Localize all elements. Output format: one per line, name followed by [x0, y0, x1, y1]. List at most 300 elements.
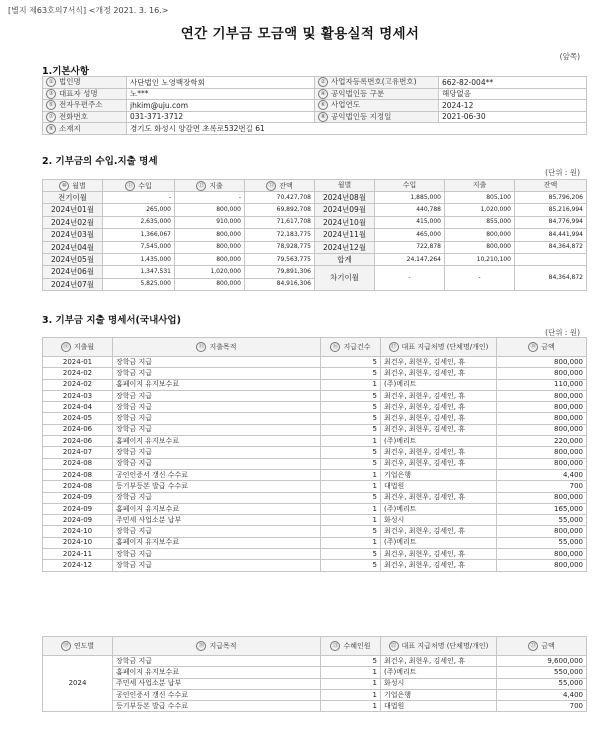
payee-cell: (주)메리트 — [381, 667, 497, 678]
expense-row — [43, 549, 587, 560]
field-number-circle: ⑧ — [318, 112, 328, 122]
field-number-circle: ③ — [46, 89, 56, 99]
section-basic-info-heading: 1.기본사항 — [42, 66, 89, 77]
field-number-circle: ② — [318, 77, 328, 87]
count-cell: 1 — [321, 469, 381, 480]
field-number-circle: ⑤ — [46, 100, 56, 110]
balance-cell: 84,441,994 — [515, 229, 587, 241]
balance-cell: 84,776,994 — [515, 216, 587, 228]
expense-row — [43, 436, 587, 447]
month-cell: 2024-11 — [43, 549, 113, 560]
balance-cell: 84,916,306 — [245, 278, 315, 290]
expense-cell: 800,000 — [175, 229, 245, 241]
expense-row — [43, 481, 587, 492]
count-cell: 5 — [321, 560, 381, 571]
payee-cell: 기업은행 — [381, 689, 497, 700]
count-cell: 1 — [321, 678, 381, 689]
purpose-cell: 홈페이지 유지보수료 — [113, 667, 321, 678]
expense-cell: 800,000 — [175, 241, 245, 253]
amount-cell: 220,000 — [497, 436, 587, 447]
basic-info-table — [42, 76, 587, 135]
month-cell: 2024-01 — [43, 357, 113, 368]
month-cell: 2024-05 — [43, 413, 113, 424]
basic-info-row-address — [43, 123, 587, 135]
payee-cell: 최건우, 최현우, 김세인, 휴 — [381, 549, 497, 560]
field-number-circle: ⑥ — [318, 100, 328, 110]
month-cell: 2024-09 — [43, 515, 113, 526]
column-header-text: 수입 — [138, 181, 152, 190]
field-label-text: 대표자 성명 — [59, 88, 98, 98]
expense-row — [43, 469, 587, 480]
count-cell: 5 — [321, 526, 381, 537]
purpose-cell: 장학금 지급 — [113, 368, 321, 379]
field-label-text: 사업연도 — [331, 100, 360, 110]
total-income-cell: 24,147,264 — [375, 253, 445, 265]
amount-cell: 700 — [497, 701, 587, 712]
month-cell: 2024-10 — [43, 526, 113, 537]
purpose-cell: 장학금 지급 — [113, 526, 321, 537]
amount-cell: 9,600,000 — [497, 656, 587, 667]
field-number-circle: ⑬ — [266, 181, 276, 191]
balance-cell: 85,216,994 — [515, 204, 587, 216]
count-cell: 1 — [321, 667, 381, 678]
month-cell: 2024-02 — [43, 368, 113, 379]
expense-row — [43, 458, 587, 469]
expense-row — [43, 413, 587, 424]
field-number-circle: ⑩ — [59, 181, 69, 191]
payee-cell: 대법원 — [381, 481, 497, 492]
field-label — [315, 111, 439, 123]
purpose-cell: 장학금 지급 — [113, 424, 321, 435]
amount-cell: 700 — [497, 481, 587, 492]
summary-row — [43, 701, 587, 712]
count-cell: 1 — [321, 481, 381, 492]
field-label-text: 소재지 — [59, 123, 81, 133]
column-header-expense2: 지출 — [445, 180, 515, 192]
payee-cell: 최건우, 최현우, 김세인, 휴 — [381, 526, 497, 537]
purpose-cell: 홈페이지 유지보수료 — [113, 537, 321, 548]
column-header-purpose — [113, 338, 321, 357]
field-label — [43, 100, 127, 112]
field-label-text: 공익법인등 구분 — [331, 88, 385, 98]
field-value: 662-82-004** — [439, 77, 587, 89]
count-cell: 5 — [321, 492, 381, 503]
count-cell: 5 — [321, 357, 381, 368]
column-header-amount — [497, 338, 587, 357]
count-cell: 5 — [321, 458, 381, 469]
basic-info-row — [43, 77, 587, 89]
balance-cell: 85,796,206 — [515, 192, 587, 204]
balance-cell: 69,892,708 — [245, 204, 315, 216]
count-cell: 5 — [321, 402, 381, 413]
field-number-circle: ⑲ — [61, 641, 71, 651]
expense-cell: 855,000 — [445, 216, 515, 228]
income-cell: 1,885,000 — [375, 192, 445, 204]
month-cell: 2024년03월 — [43, 229, 103, 241]
amount-cell: 4,400 — [497, 469, 587, 480]
field-label — [315, 100, 439, 112]
payee-cell: (주)메리트 — [381, 537, 497, 548]
field-label — [43, 111, 127, 123]
payee-cell: 최건우, 최현우, 김세인, 휴 — [381, 368, 497, 379]
basic-info-row — [43, 111, 587, 123]
field-label-text: 사업자등록번호(고유번호) — [331, 77, 417, 87]
count-cell: 5 — [321, 368, 381, 379]
payee-cell: 기업은행 — [381, 469, 497, 480]
income-cell: 1,347,531 — [103, 266, 175, 278]
carry-label-cell: 차기이월 — [315, 266, 375, 291]
income-cell: 465,000 — [375, 229, 445, 241]
expense-row — [43, 503, 587, 514]
expense-row — [43, 402, 587, 413]
field-value-address: 경기도 화성시 양감면 초록로532번길 61 — [127, 123, 587, 135]
month-cell: 2024-08 — [43, 458, 113, 469]
income-cell: 7,545,000 — [103, 241, 175, 253]
column-header-payee — [381, 338, 497, 357]
column-header-count — [321, 637, 381, 656]
column-header-text: 대표 지급처명 (단체명/개인) — [401, 343, 489, 351]
purpose-cell: 주민세 사업소분 납부 — [113, 678, 321, 689]
expense-row — [43, 368, 587, 379]
month-cell: 2024년01월 — [43, 204, 103, 216]
income-expense-row — [43, 253, 587, 265]
amount-cell: 55,000 — [497, 537, 587, 548]
payee-cell: (주)메리트 — [381, 503, 497, 514]
field-value: jhkim@uju.com — [127, 100, 315, 112]
expense-row — [43, 357, 587, 368]
month-cell: 2024-08 — [43, 481, 113, 492]
purpose-cell: 홈페이지 유지보수료 — [113, 503, 321, 514]
income-cell: 722,878 — [375, 241, 445, 253]
payee-cell: 최건우, 최현우, 김세인, 휴 — [381, 458, 497, 469]
amount-cell: 800,000 — [497, 560, 587, 571]
expense-cell: 800,000 — [445, 229, 515, 241]
field-label — [315, 88, 439, 100]
payee-cell: 최건우, 최현우, 김세인, 휴 — [381, 424, 497, 435]
expense-row — [43, 390, 587, 401]
income-cell: 5,825,000 — [103, 278, 175, 290]
expense-row — [43, 492, 587, 503]
count-cell: 1 — [321, 379, 381, 390]
month-cell: 2024-09 — [43, 503, 113, 514]
purpose-cell: 주민세 사업소분 납부 — [113, 515, 321, 526]
month-cell: 2024-09 — [43, 492, 113, 503]
column-header-text: 대표 지급처명 (단체명/개인) — [401, 642, 489, 650]
expense-row — [43, 526, 587, 537]
purpose-cell: 장학금 지급 — [113, 549, 321, 560]
expense-row — [43, 447, 587, 458]
field-label-text: 공익법인등 지정일 — [331, 112, 392, 122]
field-value: 2021-06-30 — [439, 111, 587, 123]
column-header-balance — [245, 180, 315, 192]
field-number-circle: ⑯ — [330, 342, 340, 352]
amount-cell: 800,000 — [497, 402, 587, 413]
column-header-amount — [497, 637, 587, 656]
amount-cell: 800,000 — [497, 390, 587, 401]
expense-cell: 800,000 — [445, 241, 515, 253]
amount-cell: 800,000 — [497, 424, 587, 435]
income-cell: 2,635,000 — [103, 216, 175, 228]
count-cell: 1 — [321, 537, 381, 548]
field-value: 노*** — [127, 88, 315, 100]
balance-cell: 71,617,708 — [245, 216, 315, 228]
amount-cell: 800,000 — [497, 526, 587, 537]
month-cell: 2024년12월 — [315, 241, 375, 253]
column-header-text: 지급목적 — [209, 642, 237, 650]
payee-cell: (주)메리트 — [381, 436, 497, 447]
field-number-circle: ⑨ — [46, 124, 56, 134]
summary-row — [43, 689, 587, 700]
carry-income-cell: - — [375, 266, 445, 291]
column-header-income — [103, 180, 175, 192]
field-number-circle: ⑫ — [196, 181, 206, 191]
field-number-circle: ⑮ — [196, 342, 206, 352]
field-label-text: 법인명 — [59, 77, 81, 87]
balance-cell: 84,364,872 — [515, 241, 587, 253]
month-cell: 2024-02 — [43, 379, 113, 390]
carry-expense-cell: - — [445, 266, 515, 291]
count-cell: 1 — [321, 436, 381, 447]
month-cell: 2024년05월 — [43, 253, 103, 265]
count-cell: 5 — [321, 413, 381, 424]
count-cell: 5 — [321, 549, 381, 560]
month-cell: 2024-10 — [43, 537, 113, 548]
field-number-circle: ⑦ — [46, 112, 56, 122]
income-expense-table — [42, 179, 587, 291]
month-cell: 2024-08 — [43, 469, 113, 480]
payee-cell: 대법원 — [381, 701, 497, 712]
column-header-text: 월별 — [72, 181, 86, 190]
column-header-text: 지출 — [209, 181, 223, 190]
year-cell: 2024 — [43, 656, 113, 712]
purpose-cell: 장학금 지급 — [113, 560, 321, 571]
document-title: 연간 기부금 모금액 및 활용실적 명세서 — [180, 26, 420, 42]
balance-cell: 79,891,306 — [245, 266, 315, 278]
payee-cell: 최건우, 최현우, 김세인, 휴 — [381, 492, 497, 503]
expense-cell: 800,000 — [175, 204, 245, 216]
field-label — [43, 123, 127, 135]
annual-summary-table — [42, 636, 587, 712]
column-header-month — [43, 180, 103, 192]
column-header-text: 금액 — [541, 642, 555, 650]
expense-detail-table — [42, 337, 587, 572]
front-page-label: (앞쪽) — [559, 52, 580, 61]
count-cell: 5 — [321, 424, 381, 435]
purpose-cell: 장학금 지급 — [113, 447, 321, 458]
purpose-cell: 장학금 지급 — [113, 357, 321, 368]
column-header-month2: 월별 — [315, 180, 375, 192]
column-header-income2: 수입 — [375, 180, 445, 192]
count-cell: 1 — [321, 515, 381, 526]
column-header-balance2: 잔액 — [515, 180, 587, 192]
field-value: 2024-12 — [439, 100, 587, 112]
field-number-circle: ㉒ — [389, 641, 399, 651]
purpose-cell: 장학금 지급 — [113, 458, 321, 469]
field-number-circle: ㉓ — [528, 641, 538, 651]
count-cell: 5 — [321, 390, 381, 401]
purpose-cell: 장학금 지급 — [113, 413, 321, 424]
field-number-circle: ④ — [318, 89, 328, 99]
amount-cell: 800,000 — [497, 458, 587, 469]
month-cell: 2024년04월 — [43, 241, 103, 253]
amount-cell: 4,400 — [497, 689, 587, 700]
payee-cell: 최건우, 최현우, 김세인, 휴 — [381, 402, 497, 413]
amount-cell: 800,000 — [497, 368, 587, 379]
expense-cell: 800,000 — [175, 253, 245, 265]
field-number-circle: ⑳ — [196, 641, 206, 651]
expense-row — [43, 379, 587, 390]
income-cell: - — [103, 192, 175, 204]
amount-cell: 110,000 — [497, 379, 587, 390]
expense-row — [43, 424, 587, 435]
income-expense-row — [43, 229, 587, 241]
expense-cell: - — [175, 192, 245, 204]
income-cell: 265,000 — [103, 204, 175, 216]
field-label — [43, 77, 127, 89]
column-header-text: 수혜인원 — [343, 642, 371, 650]
column-header-purpose — [113, 637, 321, 656]
field-number-circle: ⑭ — [61, 342, 71, 352]
balance-cell: 79,563,775 — [245, 253, 315, 265]
summary-row — [43, 667, 587, 678]
amount-cell: 550,000 — [497, 667, 587, 678]
amount-cell: 800,000 — [497, 357, 587, 368]
payee-cell: 최건우, 최현우, 김세인, 휴 — [381, 656, 497, 667]
amount-cell: 800,000 — [497, 413, 587, 424]
purpose-cell: 홈페이지 유지보수료 — [113, 379, 321, 390]
section3-unit: (단위 : 원) — [545, 328, 580, 337]
income-cell: 1,366,067 — [103, 229, 175, 241]
payee-cell: (주)메리트 — [381, 379, 497, 390]
payee-cell: 화성시 — [381, 515, 497, 526]
income-cell: 1,435,000 — [103, 253, 175, 265]
count-cell: 5 — [321, 656, 381, 667]
column-header-text: 지출목적 — [209, 343, 237, 351]
month-cell: 2024년11월 — [315, 229, 375, 241]
payee-cell: 최건우, 최현우, 김세인, 휴 — [381, 447, 497, 458]
column-header-text: 지급건수 — [343, 343, 371, 351]
field-number-circle: ⑰ — [389, 342, 399, 352]
carry-balance-cell: 84,364,872 — [515, 266, 587, 291]
summary-row — [43, 656, 587, 667]
detail-header-row — [43, 338, 587, 357]
field-number-circle: ㉑ — [330, 641, 340, 651]
month-cell: 2024년09월 — [315, 204, 375, 216]
month-cell: 2024년07월 — [43, 278, 103, 290]
column-header-text: 연도별 — [73, 642, 95, 650]
month-cell: 2024년06월 — [43, 266, 103, 278]
income-expense-row — [43, 241, 587, 253]
total-label-cell: 합계 — [315, 253, 375, 265]
count-cell: 5 — [321, 447, 381, 458]
balance-cell: 78,928,775 — [245, 241, 315, 253]
column-header-text: 금액 — [541, 343, 555, 351]
purpose-cell: 장학금 지급 — [113, 656, 321, 667]
payee-cell: 최건우, 최현우, 김세인, 휴 — [381, 560, 497, 571]
column-header-count — [321, 338, 381, 357]
amount-cell: 800,000 — [497, 492, 587, 503]
purpose-cell: 공인인증서 갱신 수수료 — [113, 469, 321, 480]
column-header-text: 지출월 — [73, 343, 95, 351]
total-expense-cell: 10,210,100 — [445, 253, 515, 265]
expense-row — [43, 515, 587, 526]
expense-row — [43, 560, 587, 571]
purpose-cell: 공인인증서 갱신 수수료 — [113, 689, 321, 700]
payee-cell: 화성시 — [381, 678, 497, 689]
balance-cell: 72,183,775 — [245, 229, 315, 241]
income-expense-row — [43, 192, 587, 204]
income-expense-header-row — [43, 180, 587, 192]
column-header-month — [43, 338, 113, 357]
month-cell: 2024년02월 — [43, 216, 103, 228]
column-header-year — [43, 637, 113, 656]
field-value: 031-371-3712 — [127, 111, 315, 123]
field-label-text: 전화번호 — [59, 112, 88, 122]
income-expense-row — [43, 216, 587, 228]
expense-cell: 1,020,000 — [445, 204, 515, 216]
count-cell: 1 — [321, 503, 381, 514]
column-header-expense — [175, 180, 245, 192]
payee-cell: 최건우, 최현우, 김세인, 휴 — [381, 390, 497, 401]
month-cell: 전기이월 — [43, 192, 103, 204]
form-number: [별지 제63호의7서식] <개정 2021. 3. 16.> — [8, 6, 169, 15]
income-expense-row — [43, 204, 587, 216]
purpose-cell: 등기부등본 발급 수수료 — [113, 481, 321, 492]
expense-cell: 1,020,000 — [175, 266, 245, 278]
purpose-cell: 등기부등본 발급 수수료 — [113, 701, 321, 712]
section2-unit: (단위 : 원) — [545, 168, 580, 177]
field-value: 사단법인 노영백장학회 — [127, 77, 315, 89]
purpose-cell: 홈페이지 유지보수료 — [113, 436, 321, 447]
month-cell: 2024년10월 — [315, 216, 375, 228]
payee-cell: 최건우, 최현우, 김세인, 휴 — [381, 357, 497, 368]
expense-cell: 805,100 — [445, 192, 515, 204]
column-header-text: 잔액 — [279, 181, 293, 190]
column-header-payee — [381, 637, 497, 656]
count-cell: 1 — [321, 689, 381, 700]
month-cell: 2024-04 — [43, 402, 113, 413]
field-number-circle: ⑪ — [125, 181, 135, 191]
detail-header-row — [43, 637, 587, 656]
section-expense-detail-heading: 3. 기부금 지출 명세서(국내사업) — [42, 315, 181, 326]
balance-cell: 70,427,708 — [245, 192, 315, 204]
field-label — [43, 88, 127, 100]
income-expense-row — [43, 266, 587, 278]
month-cell: 2024-07 — [43, 447, 113, 458]
payee-cell: 최건우, 최현우, 김세인, 휴 — [381, 413, 497, 424]
purpose-cell: 장학금 지급 — [113, 390, 321, 401]
month-cell: 2024-06 — [43, 436, 113, 447]
section-income-expense-heading: 2. 기부금의 수입.지출 명세 — [42, 156, 158, 167]
month-cell: 2024년08월 — [315, 192, 375, 204]
expense-row — [43, 537, 587, 548]
summary-row — [43, 678, 587, 689]
total-balance-cell — [515, 253, 587, 265]
month-cell: 2024-03 — [43, 390, 113, 401]
field-label-text: 전자우편주소 — [59, 100, 103, 110]
amount-cell: 800,000 — [497, 549, 587, 560]
purpose-cell: 장학금 지급 — [113, 402, 321, 413]
amount-cell: 55,000 — [497, 515, 587, 526]
purpose-cell: 장학금 지급 — [113, 492, 321, 503]
month-cell: 2024-12 — [43, 560, 113, 571]
income-cell: 440,788 — [375, 204, 445, 216]
amount-cell: 800,000 — [497, 447, 587, 458]
field-number-circle: ① — [46, 77, 56, 87]
field-label — [315, 77, 439, 89]
month-cell: 2024-06 — [43, 424, 113, 435]
amount-cell: 165,000 — [497, 503, 587, 514]
